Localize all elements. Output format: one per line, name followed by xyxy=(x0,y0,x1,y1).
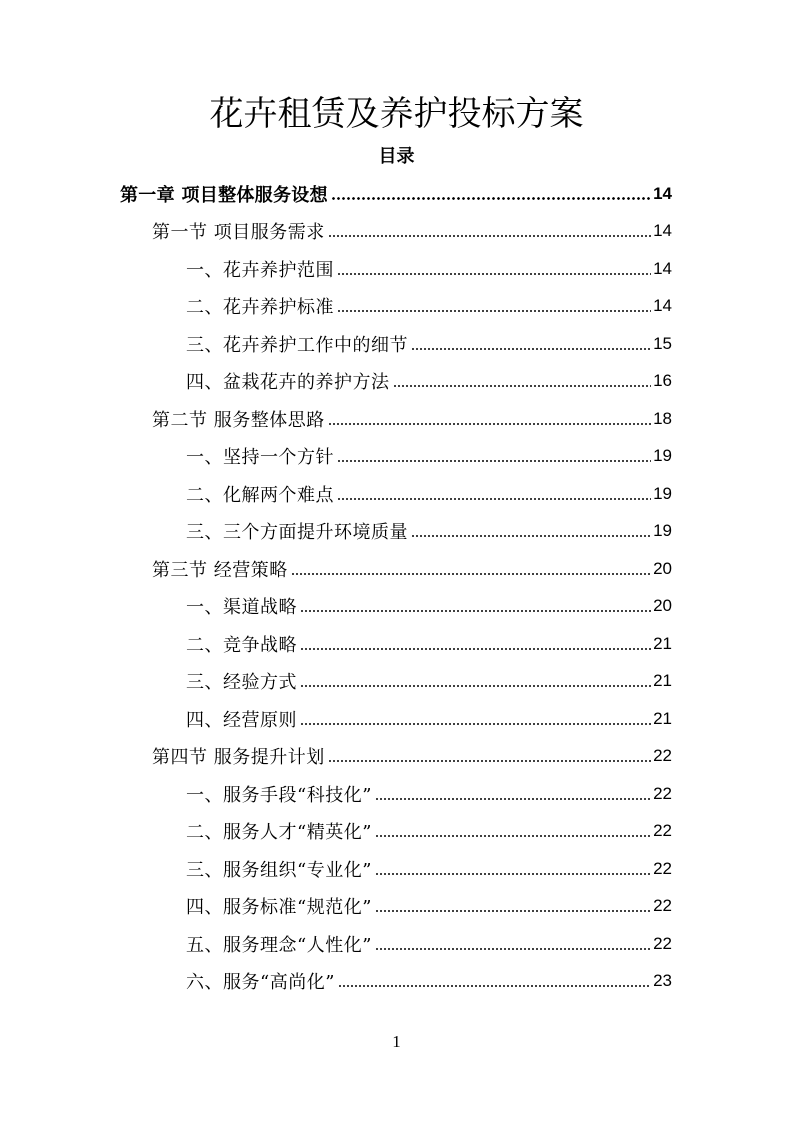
dot-leader xyxy=(375,873,651,875)
toc-entry[interactable] xyxy=(186,250,672,287)
page-number: 1 xyxy=(392,1032,401,1051)
toc-entry-label: 第一章 项目整体服务设想 xyxy=(120,184,328,206)
toc-entry[interactable] xyxy=(186,963,672,1000)
toc-entry-label: 第二节 服务整体思路 xyxy=(152,409,325,431)
toc-entry-label: 四、服务标准“规范化” xyxy=(186,897,372,918)
toc-entry-page: 22 xyxy=(653,858,672,878)
toc-entry[interactable] xyxy=(186,775,672,812)
toc-entry[interactable] xyxy=(186,700,672,737)
toc-entry-label: 一、花卉养护范围 xyxy=(186,259,334,281)
dot-leader xyxy=(328,423,651,425)
toc-entry-label: 四、盆栽花卉的养护方法 xyxy=(186,372,390,393)
toc-entry-page: 22 xyxy=(653,783,672,803)
toc-entry[interactable] xyxy=(186,288,672,325)
dot-leader xyxy=(337,460,651,462)
toc-entry-label: 三、花卉养护工作中的细节 xyxy=(186,334,408,356)
toc-entry[interactable] xyxy=(152,738,672,775)
dot-leader xyxy=(328,235,651,237)
toc-entry[interactable] xyxy=(186,663,672,700)
toc-entry-page: 19 xyxy=(653,446,672,465)
toc-entry[interactable] xyxy=(186,475,672,512)
toc-entry-label: 六、服务“高尚化” xyxy=(186,972,335,993)
toc-entry-page: 22 xyxy=(653,821,672,840)
dot-leader xyxy=(331,197,651,200)
toc-entry-label: 一、服务手段“科技化” xyxy=(186,784,372,806)
toc-entry-label: 第四节 服务提升计划 xyxy=(152,747,325,768)
dot-leader xyxy=(375,910,651,912)
toc-entry-page: 14 xyxy=(653,221,672,240)
toc-entry-label: 二、化解两个难点 xyxy=(186,484,334,506)
dot-leader xyxy=(328,760,651,762)
dot-leader xyxy=(375,948,651,950)
dot-leader xyxy=(375,835,651,837)
toc-entry-page: 20 xyxy=(653,558,672,578)
toc-entry-label: 五、服务理念“人性化” xyxy=(186,934,372,956)
toc-entry-page: 21 xyxy=(653,671,672,690)
toc-entry-page: 21 xyxy=(653,708,672,728)
toc-entry-page: 22 xyxy=(653,896,672,915)
toc-entry-page: 20 xyxy=(653,596,672,615)
toc-entry-page: 21 xyxy=(653,633,672,653)
toc-entry-label: 三、经验方式 xyxy=(186,672,297,693)
toc-entry[interactable] xyxy=(186,588,672,625)
toc-entry-page: 14 xyxy=(653,258,672,278)
toc-entry[interactable] xyxy=(186,438,672,475)
toc-entry-page: 14 xyxy=(653,183,672,203)
dot-leader xyxy=(411,348,651,350)
document-title: 花卉租赁及养护投标方案 xyxy=(209,94,584,134)
toc-entry[interactable] xyxy=(152,400,672,437)
toc-entry-label: 一、渠道战略 xyxy=(186,597,297,618)
toc-entry-page: 19 xyxy=(653,521,672,540)
dot-leader xyxy=(337,310,651,312)
toc-entry[interactable] xyxy=(152,550,672,587)
toc-heading: 目录 xyxy=(378,146,415,167)
toc-entry-page: 16 xyxy=(653,371,672,390)
toc-entry[interactable] xyxy=(186,513,672,550)
toc-entry-page: 23 xyxy=(653,971,672,990)
toc-entry-page: 14 xyxy=(653,296,672,315)
toc-entry-page: 19 xyxy=(653,483,672,503)
toc-entry-page: 15 xyxy=(653,333,672,353)
dot-leader xyxy=(337,273,651,275)
toc-entry[interactable] xyxy=(186,888,672,925)
dot-leader xyxy=(300,685,651,687)
toc-entry-label: 二、竞争战略 xyxy=(186,634,297,656)
dot-leader xyxy=(411,535,651,537)
dot-leader xyxy=(300,648,651,650)
toc-entry[interactable] xyxy=(186,625,672,662)
toc-entry-page: 22 xyxy=(653,933,672,953)
toc-entry-page: 22 xyxy=(653,746,672,765)
dot-leader xyxy=(393,385,652,387)
dot-leader xyxy=(291,573,651,575)
toc-entry-label: 第三节 经营策略 xyxy=(152,559,288,581)
dot-leader xyxy=(338,985,651,987)
toc-entry-label: 四、经营原则 xyxy=(186,709,297,731)
toc-entry[interactable] xyxy=(186,325,672,362)
dot-leader xyxy=(375,798,651,800)
toc-entry[interactable] xyxy=(186,813,672,850)
toc-entry-label: 二、花卉养护标准 xyxy=(186,297,334,318)
toc-entry-label: 第一节 项目服务需求 xyxy=(152,222,325,243)
toc-entry[interactable] xyxy=(152,213,672,250)
toc-entry[interactable] xyxy=(186,925,672,962)
dot-leader xyxy=(300,610,651,612)
toc-entry-label: 一、坚持一个方针 xyxy=(186,447,334,468)
dot-leader xyxy=(300,723,651,725)
toc-entry-label: 三、三个方面提升环境质量 xyxy=(186,522,408,543)
toc-entry[interactable] xyxy=(120,175,672,212)
dot-leader xyxy=(337,498,651,500)
toc-entry[interactable] xyxy=(186,363,672,400)
toc-entry-page: 18 xyxy=(653,408,672,428)
toc-entry[interactable] xyxy=(186,850,672,887)
toc-entry-label: 三、服务组织“专业化” xyxy=(186,859,372,881)
toc-entry-label: 二、服务人才“精英化” xyxy=(186,822,372,843)
